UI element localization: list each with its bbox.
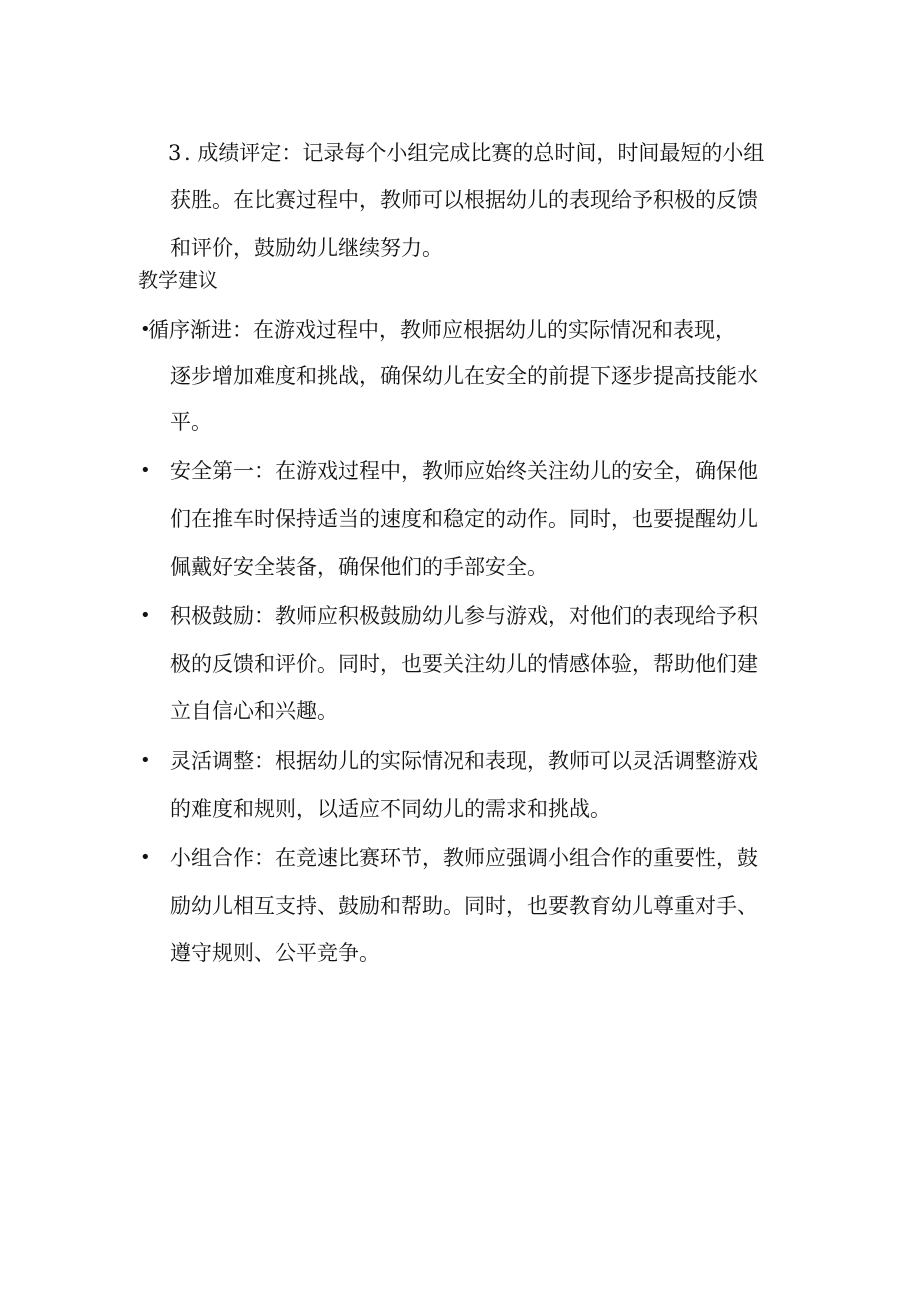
item-3-line-2: 极的反馈和评价。同时，也要关注幼儿的情感体验，帮助他们建 [170,652,758,676]
item-4-line-2: 的难度和规则，以适应不同幼儿的需求和挑战。 [170,797,611,821]
section-3-line-1: . 成绩评定：记录每个小组完成比赛的总时间，时间最短的小组 [184,141,765,165]
teaching-suggestions-heading: 教学建议 [138,268,218,292]
item-3-line-1: 积极鼓励：教师应积极鼓励幼儿参与游戏，对他们的表现给予积 [170,604,758,628]
bullet-3: • [140,605,151,626]
item-1-line-1: 循序渐进：在游戏过程中，教师应根据幼儿的实际情况和表现， [148,318,736,342]
bullet-5: • [140,847,151,868]
item-2-line-3: 佩戴好安全装备，确保他们的手部安全。 [170,555,548,579]
item-3-line-3: 立自信心和兴趣。 [170,699,338,723]
item-2-line-2: 们在推车时保持适当的速度和稳定的动作。同时，也要提醒幼儿 [170,507,758,531]
section-3-line-3: 和评价，鼓励幼儿继续努力。 [170,236,443,260]
item-5-line-2: 励幼儿相互支持、鼓励和帮助。同时，也要教育幼儿尊重对手、 [170,894,758,918]
bullet-4: • [140,750,151,771]
bullet-2: • [140,460,151,481]
item-1-line-2: 逐步增加难度和挑战，确保幼儿在安全的前提下逐步提高技能水 [170,364,758,388]
section-3-line-2: 获胜。在比赛过程中，教师可以根据幼儿的表现给予积极的反馈 [170,188,758,212]
item-5-line-3: 遵守规则、公平竞争。 [170,941,380,965]
bullet-1: • [140,319,151,340]
item-5-line-1: 小组合作：在竞速比赛环节，教师应强调小组合作的重要性，鼓 [170,846,758,870]
item-4-line-1: 灵活调整：根据幼儿的实际情况和表现，教师可以灵活调整游戏 [170,749,758,773]
section-3-number: 3 [168,141,182,165]
item-2-line-1: 安全第一：在游戏过程中，教师应始终关注幼儿的安全，确保他 [170,459,758,483]
item-1-line-3: 平。 [170,410,212,434]
